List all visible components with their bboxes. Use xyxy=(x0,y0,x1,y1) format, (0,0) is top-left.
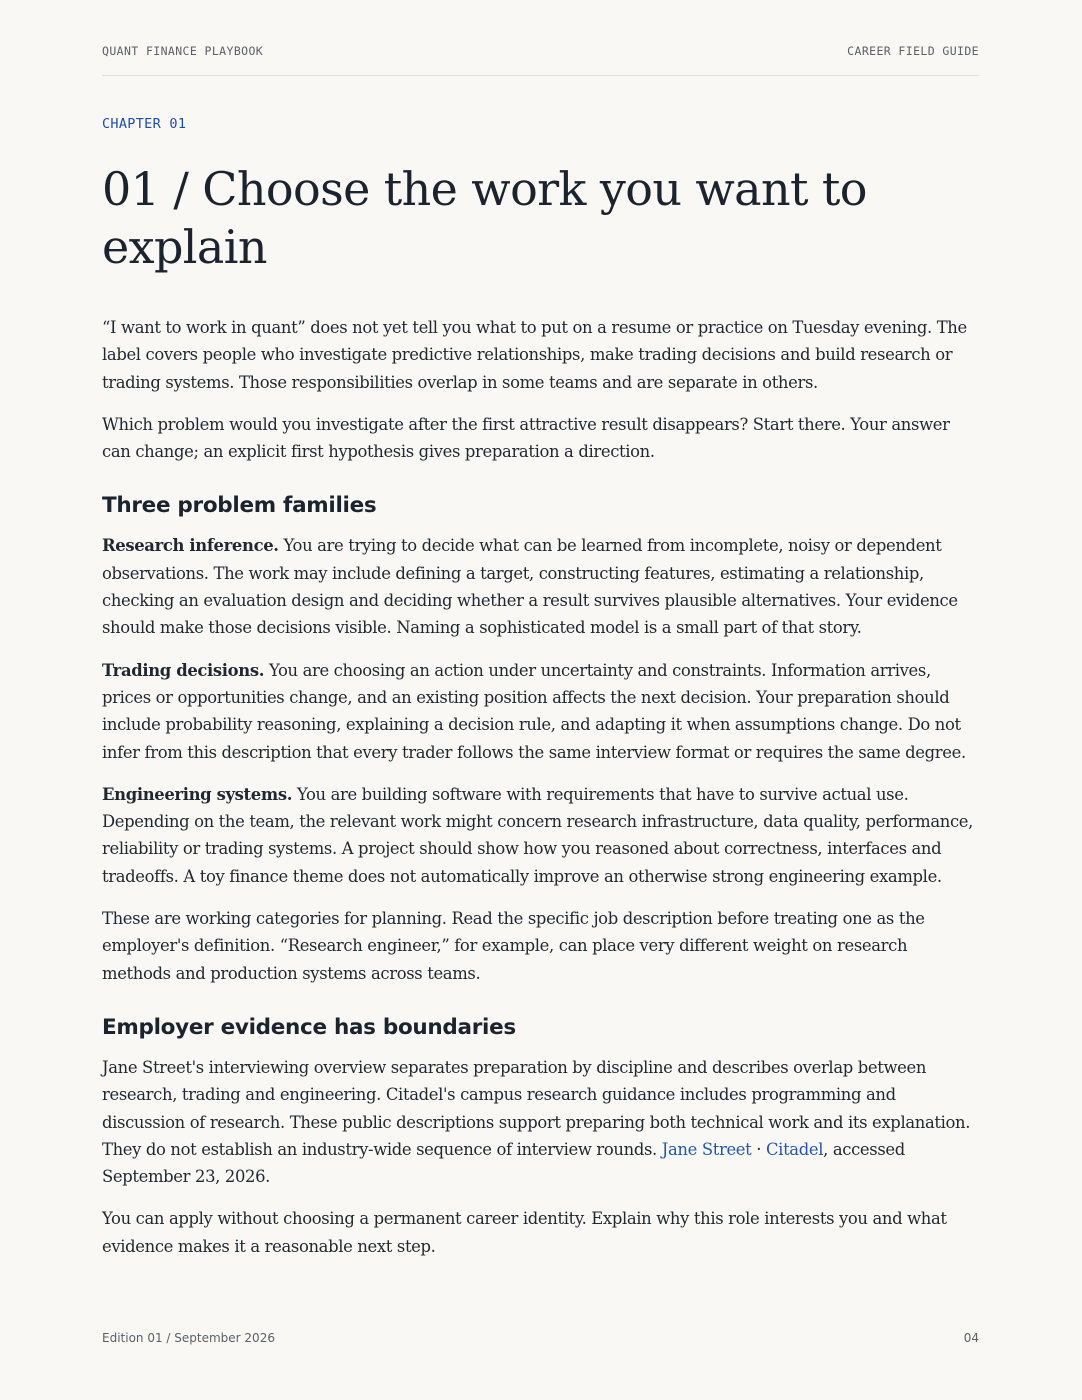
engineering-systems-term: Engineering systems. xyxy=(102,784,293,804)
jane-street-link[interactable]: Jane Street xyxy=(661,1139,752,1159)
employer-evidence-paragraph xyxy=(102,1054,979,1190)
engineering-systems-paragraph xyxy=(102,781,979,890)
closing-paragraph: You can apply without choosing a permanent career identity. Explain why this role interests you and what evidence makes it a reasonable next step. xyxy=(102,1209,947,1256)
chapter-content xyxy=(102,160,979,1275)
intro-paragraph-2: Which problem would you investigate after the first attractive result disappears? Start there. Your answer can change; an explicit first hypothesis gives preparation a direction. xyxy=(102,414,950,462)
section-heading-problem-families: Three problem families xyxy=(102,493,377,519)
page-header xyxy=(102,44,979,76)
intro-paragraph-1: “I want to work in quant” does not yet tell you what to put on a resume or practice on Tuesday evening. The label covers people who investigate predictive relationships, make trading decisions and build research or trading systems. Those responsibilities overlap in some teams and are separate in others. xyxy=(102,318,967,392)
trading-decisions-paragraph xyxy=(102,657,979,766)
page-number: 04 xyxy=(963,1331,979,1345)
research-inference-paragraph xyxy=(102,532,979,641)
trading-decisions-term: Trading decisions. xyxy=(102,660,265,680)
link-separator: · xyxy=(751,1139,766,1159)
section-heading-employer-evidence: Employer evidence has boundaries xyxy=(102,1014,516,1040)
categories-note-paragraph: These are working categories for planning. Read the specific job description before treating one as the employer's definition. “Research engineer,” for example, can place very different weight on research methods and production systems across teams. xyxy=(102,909,925,983)
chapter-title: 01 / Choose the work you want to explain xyxy=(102,162,867,274)
research-inference-text: You are trying to decide what can be learned from incomplete, noisy or dependent observations. The work may include defining a target, constructing features, estimating a relationship, checking an evaluation design and deciding whether a result survives plausible alternatives. Your evidence should make those decisions visible. Naming a sophisticated model is a small part of that story. xyxy=(102,536,958,638)
accessed-date-text: , accessed September 23, 2026. xyxy=(102,1139,905,1187)
research-inference-term: Research inference. xyxy=(102,536,279,556)
header-publication-title: QUANT FINANCE PLAYBOOK xyxy=(102,44,264,58)
citadel-link[interactable]: Citadel xyxy=(765,1139,824,1159)
employer-evidence-text: Jane Street's interviewing overview separates preparation by discipline and describes overlap between research, trading and engineering. Citadel's campus research guidance includes programming and discussion of research. These public descriptions support preparing both technical work and its explanation. They do not establish an industry-wide sequence of interview rounds. xyxy=(102,1057,971,1159)
header-guide-title: CAREER FIELD GUIDE xyxy=(847,44,979,58)
footer-edition: Edition 01 / September 2026 xyxy=(102,1331,275,1345)
engineering-systems-text: You are building software with requirements that have to survive actual use. Depending on the team, the relevant work might concern research infrastructure, data quality, performance, reliability or trading systems. A project should show how you reasoned about correctness, interfaces and tradeoffs. A toy finance theme does not automatically improve an otherwise strong engineering example. xyxy=(102,784,974,886)
trading-decisions-text: You are choosing an action under uncertainty and constraints. Information arrives, prices or opportunities change, and an existing position affects the next decision. Your preparation should include probability reasoning, explaining a decision rule, and adapting it when assumptions change. Do not infer from this description that every trader follows the same interview format or requires the same degree. xyxy=(102,660,966,762)
chapter-label: CHAPTER 01 xyxy=(102,116,187,132)
